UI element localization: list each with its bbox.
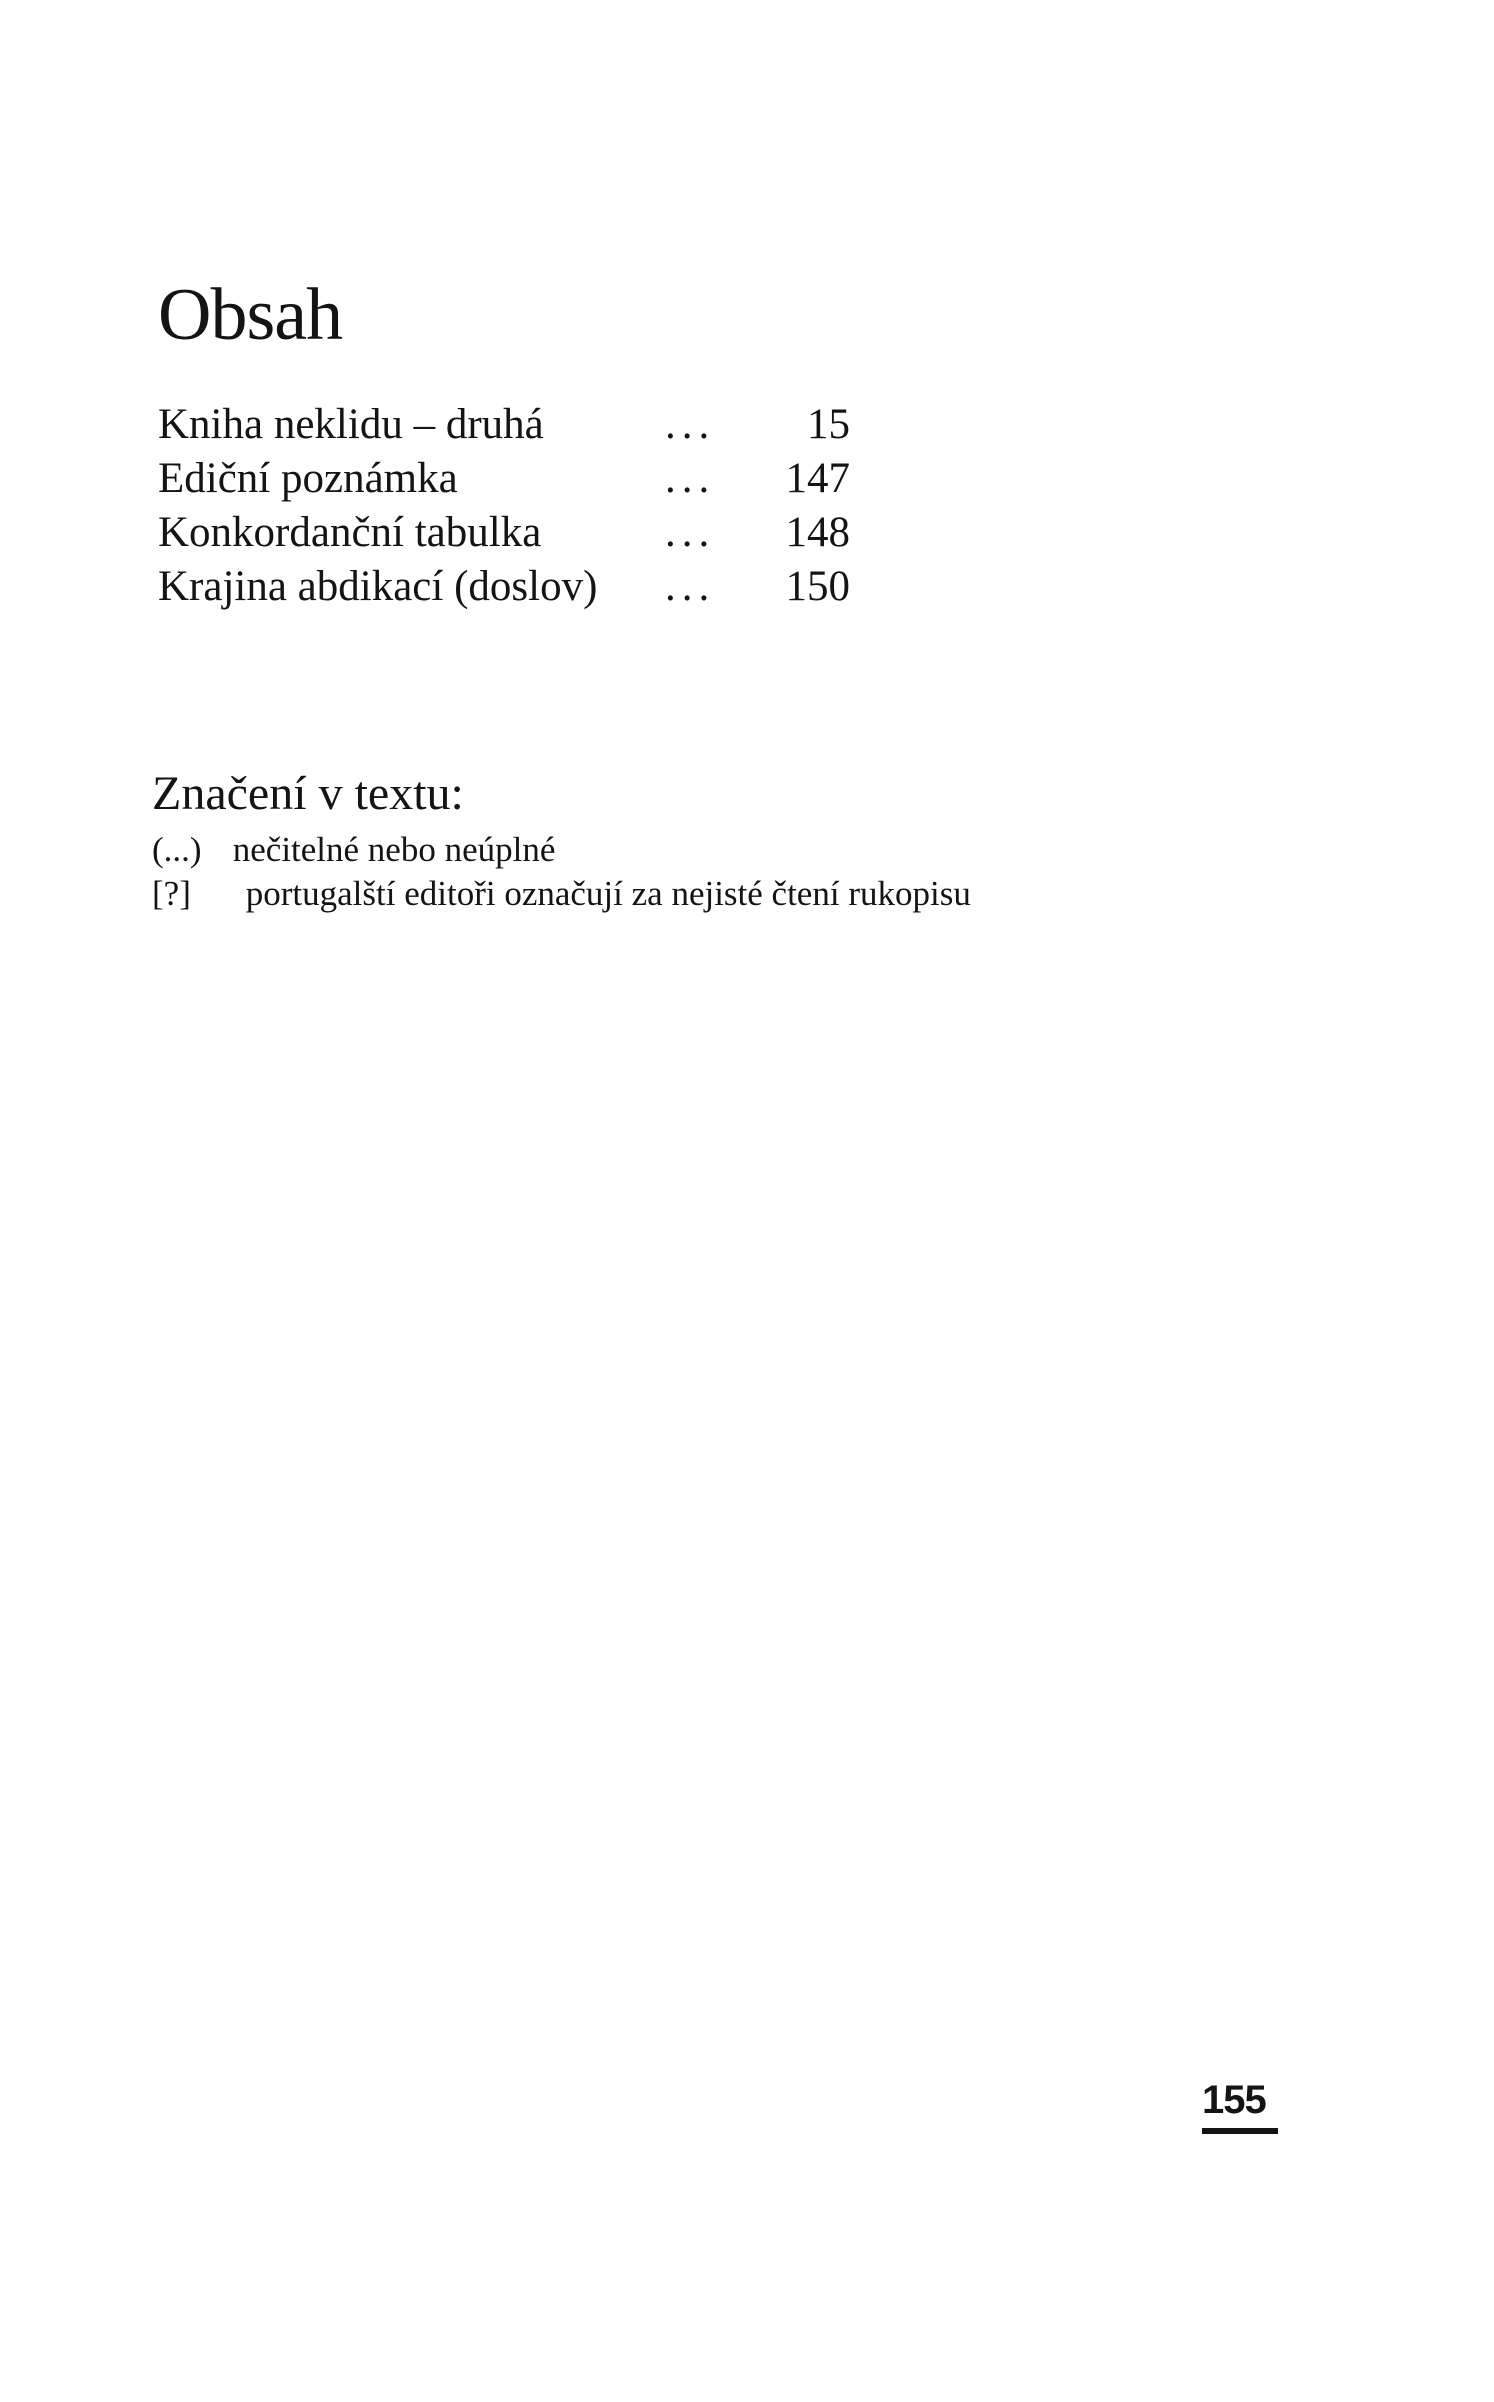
notation-description: nečitelné nebo neúplné — [232, 830, 556, 869]
toc-entry — [158, 506, 858, 560]
page-number-underline — [1202, 2128, 1278, 2134]
notation-item — [152, 828, 1152, 872]
toc-page-number: 147 — [785, 455, 850, 502]
toc-entry-label: Konkordanční tabulka — [158, 509, 542, 556]
toc-leader-dots: ... — [665, 455, 716, 502]
toc-page-number: 150 — [785, 563, 850, 610]
toc-entry-label: Ediční poznámka — [158, 455, 458, 502]
notation-symbol: [?] — [152, 874, 191, 913]
toc-leader-dots: ... — [665, 563, 716, 610]
toc-page-number: 148 — [785, 509, 850, 556]
notation-symbol: (...) — [152, 830, 202, 869]
notation-item — [152, 872, 1152, 916]
toc-page-number: 15 — [807, 401, 850, 448]
page-number: 155 — [1202, 2078, 1266, 2122]
toc-entry — [158, 560, 858, 614]
toc-entry — [158, 452, 858, 506]
notation-legend — [152, 828, 1152, 916]
table-of-contents — [158, 398, 858, 614]
toc-leader-dots: ... — [665, 509, 716, 556]
toc-entry-label: Krajina abdikací (doslov) — [158, 563, 598, 610]
notation-description: portugalští editoři označují za nejisté čtení rukopisu — [245, 874, 971, 913]
notation-heading: Značení v textu: — [152, 767, 464, 820]
toc-entry-label: Kniha neklidu – druhá — [158, 401, 544, 448]
toc-entry — [158, 398, 858, 452]
contents-heading: Obsah — [158, 274, 343, 356]
toc-leader-dots: ... — [665, 401, 716, 448]
